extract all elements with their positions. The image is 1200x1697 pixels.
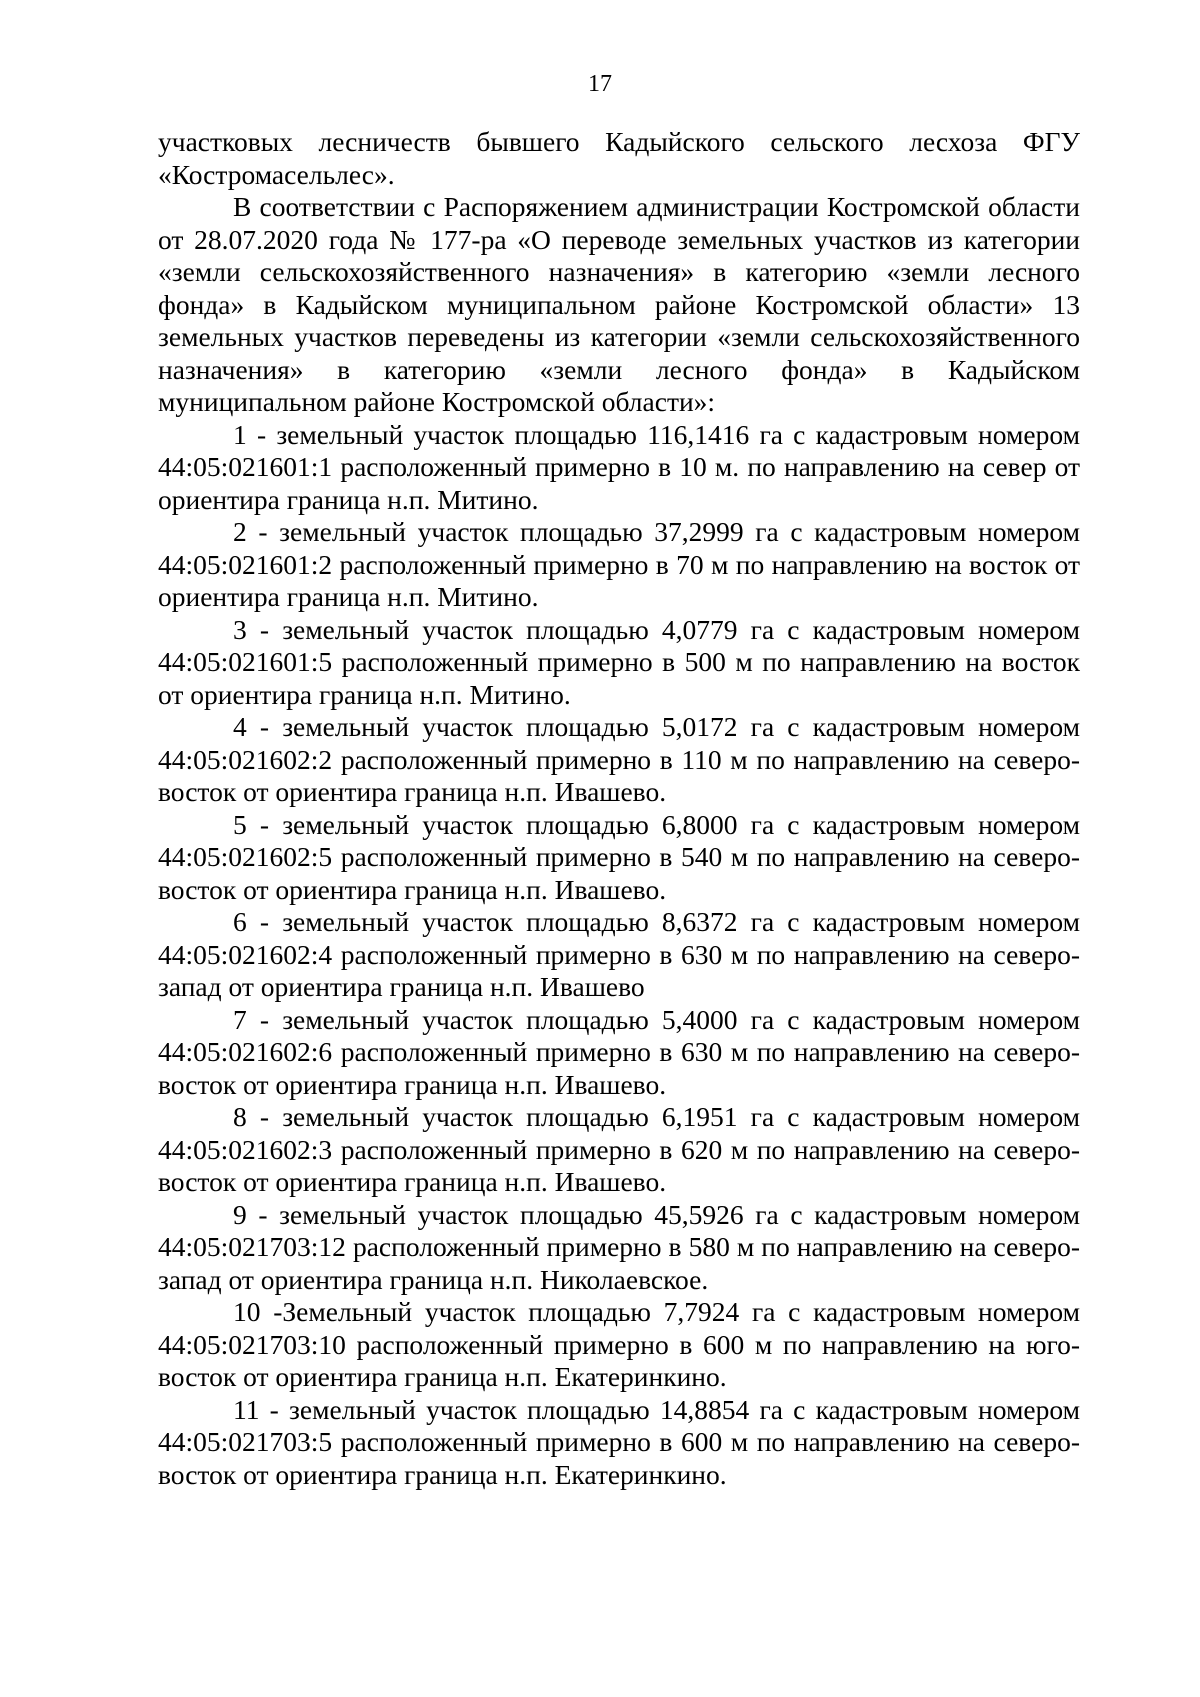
paragraph-continuation: участковых лесничеств бывшего Кадыйского сельского лесхоза ФГУ «Костромасельлес».	[158, 126, 1080, 190]
list-item-plot-4: 4 - земельный участок площадью 5,0172 га с кадастровым номером 44:05:021602:2 расположенный примерно в 110 м по направлению на северо-восток от ориентира граница н.п. Ивашево.	[158, 711, 1080, 807]
list-item-plot-3: 3 - земельный участок площадью 4,0779 га с кадастровым номером 44:05:021601:5 расположенный примерно в 500 м по направлению на восток от ориентира граница н.п. Митино.	[158, 613, 1080, 710]
list-item-plot-10: 10 -Земельный участок площадью 7,7924 га с кадастровым номером 44:05:021703:10 расположенный примерно в 600 м по направлению на юго-восток от ориентира граница н.п. Екатеринкино.	[158, 1296, 1080, 1392]
list-item-plot-2: 2 - земельный участок площадью 37,2999 га с кадастровым номером 44:05:021601:2 расположенный примерно в 70 м по направлению на восток от ориентира граница н.п. Митино.	[158, 516, 1080, 612]
list-item-plot-11: 11 - земельный участок площадью 14,8854 га с кадастровым номером 44:05:021703:5 расположенный примерно в 600 м по направлению на северо-восток от ориентира граница н.п. Екатеринкино.	[158, 1393, 1080, 1490]
document-body	[158, 126, 1080, 1491]
list-item-plot-5: 5 - земельный участок площадью 6,8000 га с кадастровым номером 44:05:021602:5 расположенный примерно в 540 м по направлению на северо-восток от ориентира граница н.п. Ивашево.	[158, 808, 1080, 905]
list-item-plot-9: 9 - земельный участок площадью 45,5926 га с кадастровым номером 44:05:021703:12 расположенный примерно в 580 м по направлению на северо-запад от ориентира граница н.п. Николаевское.	[158, 1198, 1080, 1295]
list-item-plot-6: 6 - земельный участок площадью 8,6372 га с кадастровым номером 44:05:021602:4 расположенный примерно в 630 м по направлению на северо-запад от ориентира граница н.п. Ивашево	[158, 906, 1080, 1002]
list-item-plot-1: 1 - земельный участок площадью 116,1416 га с кадастровым номером 44:05:021601:1 расположенный примерно в 10 м. по направлению на север от ориентира граница н.п. Митино.	[158, 418, 1080, 515]
page-number: 17	[588, 71, 612, 97]
list-item-plot-7: 7 - земельный участок площадью 5,4000 га с кадастровым номером 44:05:021602:6 расположенный примерно в 630 м по направлению на северо-восток от ориентира граница н.п. Ивашево.	[158, 1003, 1080, 1100]
list-item-plot-8: 8 - земельный участок площадью 6,1951 га с кадастровым номером 44:05:021602:3 расположенный примерно в 620 м по направлению на северо-восток от ориентира граница н.п. Ивашево.	[158, 1101, 1080, 1197]
paragraph-order-reference: В соответствии с Распоряжением администрации Костромской области от 28.07.2020 года № 177-ра «О переводе земельных участков из категории «земли сельскохозяйственного назначения» в категорию «земли лесного фонда» в Кадыйском муниципальном районе Костромской области» 13 земельных участков переведены из категории «земли сельскохозяйственного назначения» в категорию «земли лесного фонда» в Кадыйском муниципальном районе Костромской области»:	[158, 191, 1080, 417]
